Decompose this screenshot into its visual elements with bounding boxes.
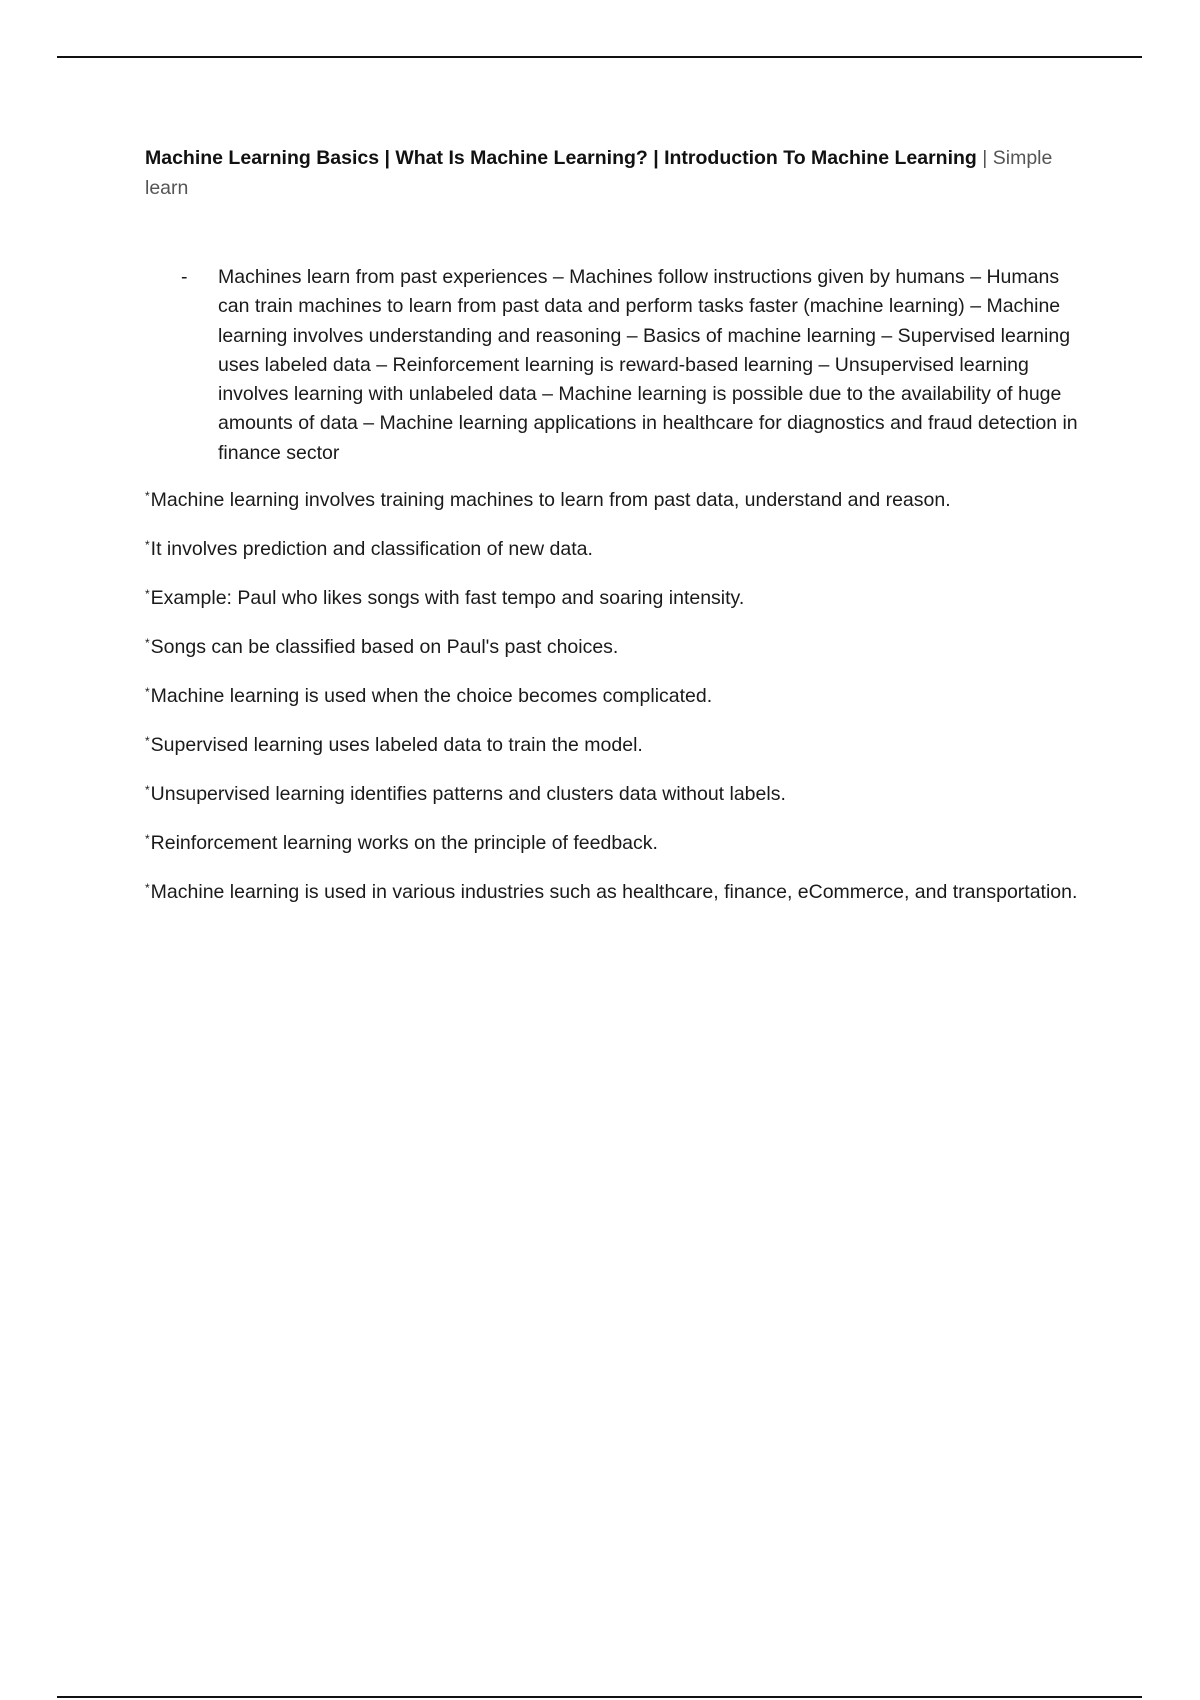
bullet-text: It involves prediction and classification of new data. bbox=[150, 538, 593, 561]
bullet-marker: * bbox=[145, 734, 150, 749]
dash-marker: - bbox=[181, 266, 188, 288]
bullet-text: Machine learning is used when the choice becomes complicated. bbox=[150, 685, 713, 708]
bullet-list bbox=[145, 481, 1085, 907]
bullet-item bbox=[145, 824, 1085, 858]
bullet-item bbox=[145, 530, 1085, 564]
bullet-text: Unsupervised learning identifies patterns and clusters data without labels. bbox=[150, 783, 786, 806]
bullet-item bbox=[145, 726, 1085, 760]
title-separator: | bbox=[976, 147, 993, 169]
document-content bbox=[145, 143, 1085, 922]
summary-text: Machines learn from past experiences – Machines follow instructions given by humans – Humans can train machines to learn from past data and perform tasks faster (machine learning) – Machine learning involves understanding and reasoning – Basics of machine learning – Supervised learning uses labeled data – Reinforcement learning is reward-based learning – Unsupervised learning involves learning with unlabeled data – Machine learning is possible due to the availability of huge amounts of data – Machine learning applications in healthcare for diagnostics and fraud detection in finance sector bbox=[218, 266, 1078, 464]
bullet-text: Machine learning is used in various industries such as healthcare, finance, eCommerce, and transportation. bbox=[150, 881, 1078, 904]
bullet-text: Reinforcement learning works on the principle of feedback. bbox=[150, 832, 658, 855]
bullet-marker: * bbox=[145, 489, 150, 504]
bullet-marker: * bbox=[145, 538, 150, 553]
title-light-text: Simple learn bbox=[145, 147, 1053, 199]
bullet-text: Supervised learning uses labeled data to train the model. bbox=[150, 734, 643, 757]
bullet-text: Example: Paul who likes songs with fast tempo and soaring intensity. bbox=[150, 587, 745, 610]
bullet-item bbox=[145, 481, 1085, 515]
bullet-marker: * bbox=[145, 881, 150, 896]
bullet-text: Machine learning involves training machines to learn from past data, understand and reason. bbox=[150, 489, 951, 512]
title-bold-text: Machine Learning Basics | What Is Machine Learning? | Introduction To Machine Learning bbox=[145, 147, 977, 169]
top-rule bbox=[57, 56, 1142, 58]
bullet-marker: * bbox=[145, 832, 150, 847]
bullet-item bbox=[145, 873, 1085, 907]
bullet-marker: * bbox=[145, 685, 150, 700]
bullet-item bbox=[145, 775, 1085, 809]
bullet-marker: * bbox=[145, 783, 150, 798]
bullet-item bbox=[145, 579, 1085, 613]
document-title bbox=[145, 143, 1085, 203]
bullet-item bbox=[145, 628, 1085, 662]
bottom-rule bbox=[57, 1696, 1142, 1698]
bullet-marker: * bbox=[145, 636, 150, 651]
bullet-marker: * bbox=[145, 587, 150, 602]
bullet-text: Songs can be classified based on Paul's past choices. bbox=[150, 636, 619, 659]
bullet-item bbox=[145, 677, 1085, 711]
summary-list-item bbox=[145, 263, 1085, 468]
